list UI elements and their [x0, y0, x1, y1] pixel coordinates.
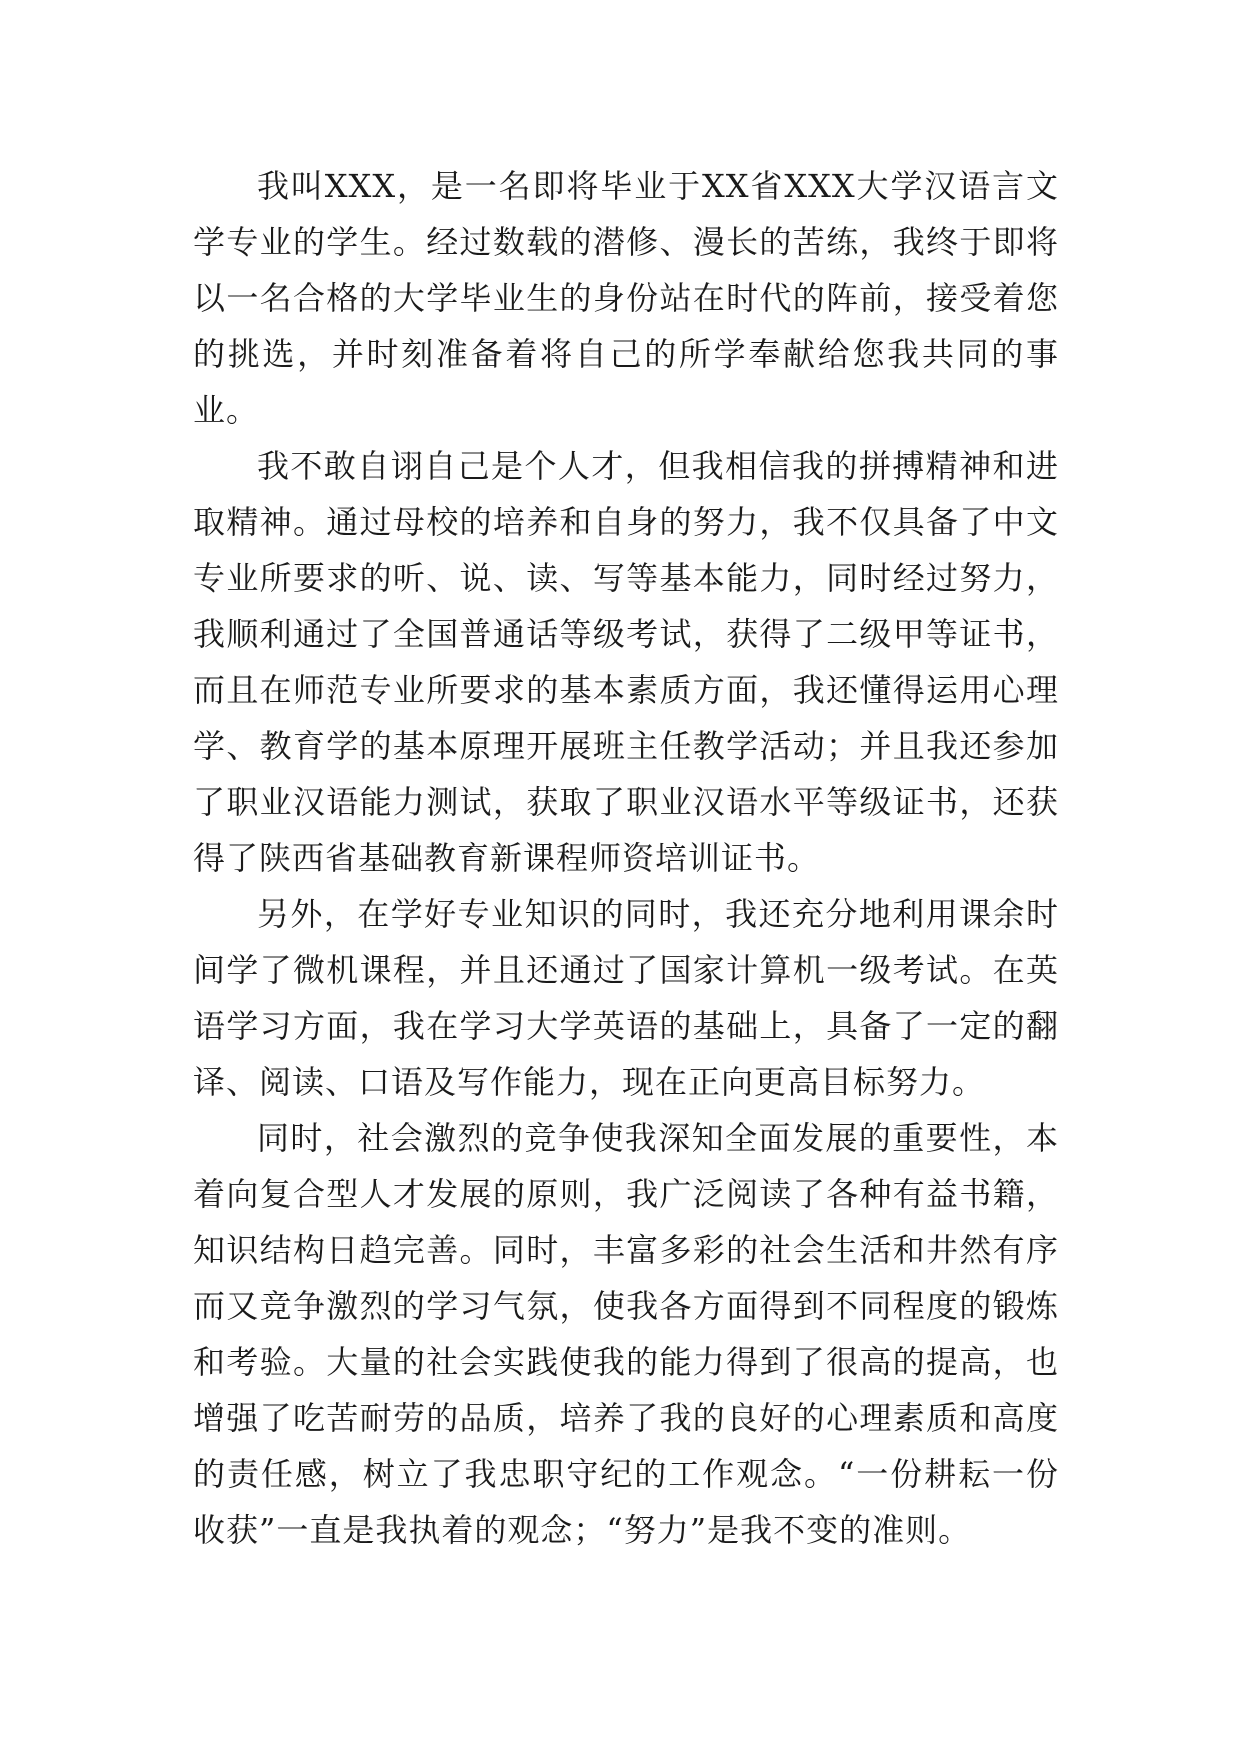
paragraph-development: 同时，社会激烈的竞争使我深知全面发展的重要性，本着向复合型人才发展的原则，我广泛阅读了各种有益书籍，知识结构日趋完善。同时，丰富多彩的社会生活和井然有序而又竞争激烈的学习气氛，使我各方面得到不同程度的锻炼和考验。大量的社会实践使我的能力得到了很高的提高，也增强了吃苦耐劳的品质，培养了我的良好的心理素质和高度的责任感，树立了我忠职守纪的工作观念。“一份耕耘一份收获”一直是我执着的观念；“努力”是我不变的准则。	[193, 1119, 1059, 1549]
document-body	[193, 158, 1059, 1558]
paragraph-abilities: 我不敢自诩自己是个人才，但我相信我的拼搏精神和进取精神。通过母校的培养和自身的努力，我不仅具备了中文专业所要求的听、说、读、写等基本能力，同时经过努力，我顺利通过了全国普通话等级考试，获得了二级甲等证书，而且在师范专业所要求的基本素质方面，我还懂得运用心理学、教育学的基本原理开展班主任教学活动；并且我还参加了职业汉语能力测试，获取了职业汉语水平等级证书，还获得了陕西省基础教育新课程师资培训证书。	[193, 447, 1059, 877]
paragraph-additional-skills: 另外，在学好专业知识的同时，我还充分地利用课余时间学了微机课程，并且还通过了国家计算机一级考试。在英语学习方面，我在学习大学英语的基础上，具备了一定的翻译、阅读、口语及写作能力，现在正向更高目标努力。	[193, 895, 1059, 1101]
paragraph-introduction: 我叫XXX，是一名即将毕业于XX省XXX大学汉语言文学专业的学生。经过数载的潜修、漫长的苦练，我终于即将以一名合格的大学毕业生的身份站在时代的阵前，接受着您的挑选，并时刻准备着将自己的所学奉献给您我共同的事业。	[193, 167, 1059, 429]
